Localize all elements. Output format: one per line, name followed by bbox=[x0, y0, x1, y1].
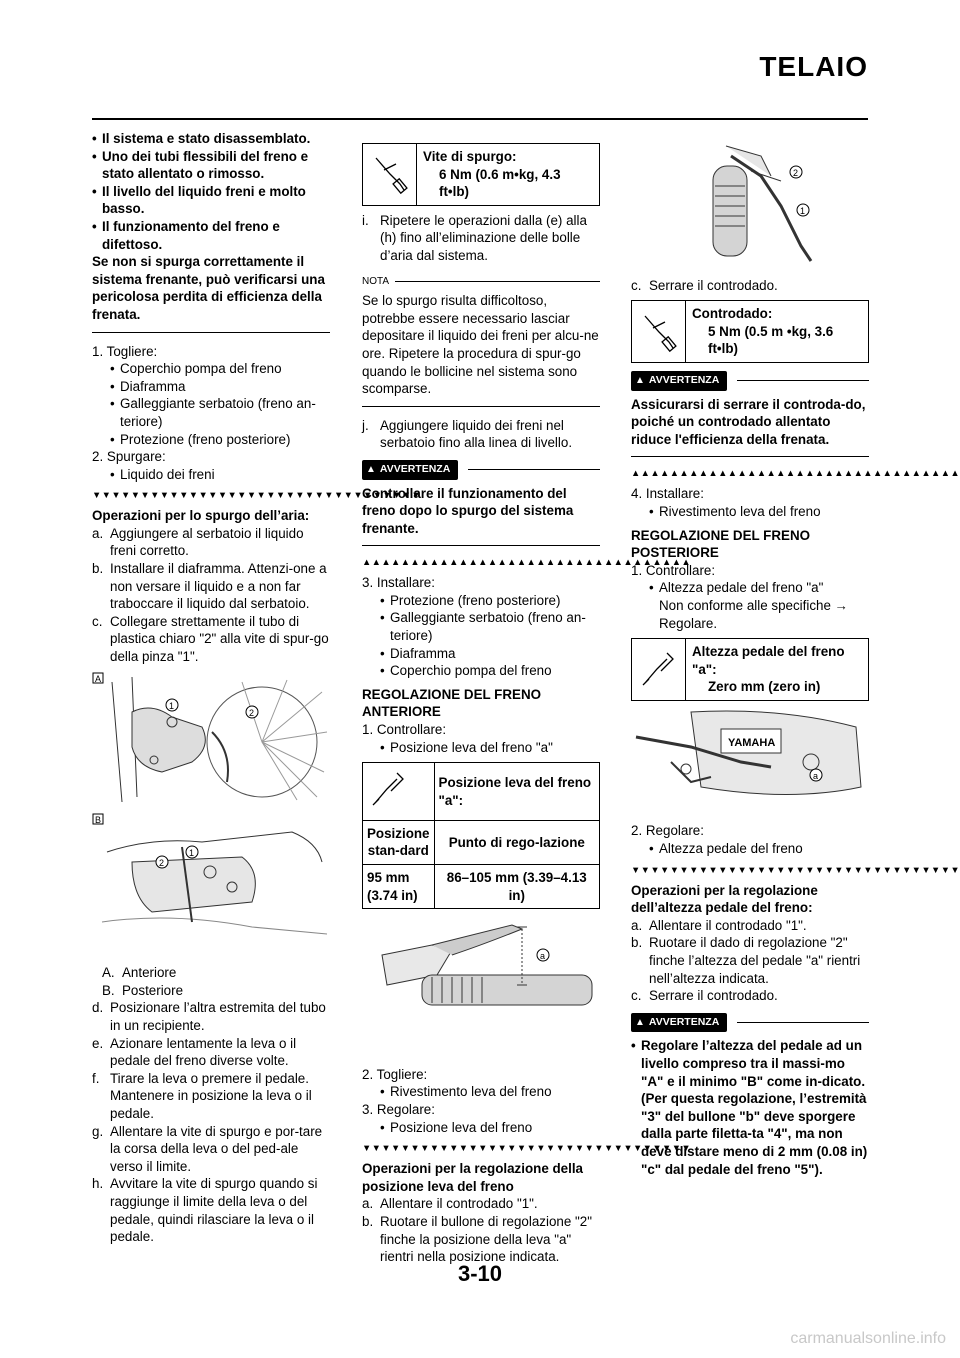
warning-header bbox=[362, 460, 600, 480]
procedure-step bbox=[362, 212, 600, 265]
procedure-step bbox=[362, 1195, 600, 1213]
step-check: 1. Controllare: bbox=[631, 562, 716, 578]
step-bleed: 2. Spurgare: bbox=[92, 449, 166, 465]
step-text: Allentare il controdado "1". bbox=[649, 917, 807, 933]
step-text: Serrare il controdado. bbox=[649, 988, 778, 1004]
step-text: Azionare lentamente la leva o il pedale del freno diverse volte. bbox=[110, 1035, 297, 1069]
step-letter: c. bbox=[631, 988, 642, 1004]
step-letter: f. bbox=[92, 1070, 100, 1086]
figure-label-b: B bbox=[95, 814, 102, 825]
callout-1-rear: 1 bbox=[189, 847, 195, 858]
list-item: • Diaframma bbox=[92, 378, 330, 396]
step-remove: 2. Togliere: bbox=[362, 1066, 428, 1082]
procedure-title: Operazioni per lo spurgo dell’aria: bbox=[92, 508, 310, 524]
step-text: Serrare il controdado. bbox=[649, 277, 778, 293]
spec-label: Altezza pedale del freno "a": bbox=[692, 644, 845, 677]
caption-item bbox=[92, 982, 330, 1000]
step-remove: 1. Togliere: bbox=[92, 343, 158, 359]
callout-a: a bbox=[813, 770, 819, 781]
callout-2-rear: 2 bbox=[159, 857, 165, 868]
list-item: • Rivestimento leva del freno bbox=[631, 503, 869, 521]
triangle-rule-down: ▼▼▼▼▼▼▼▼▼▼▼▼▼▼▼▼▼▼▼▼▼▼▼▼▼▼▼▼▼▼▼▼▼▼ bbox=[631, 863, 960, 875]
caption-letter: A. bbox=[102, 965, 115, 981]
watermark: carmanualsonline.info bbox=[790, 1330, 946, 1348]
caption-text: Anteriore bbox=[122, 965, 177, 981]
triangle-rule-down: ▼▼▼▼▼▼▼▼▼▼▼▼▼▼▼▼▼▼▼▼▼▼▼▼▼▼▼▼▼▼▼▼▼▼ bbox=[362, 1142, 692, 1154]
step-letter: b. bbox=[362, 1213, 374, 1229]
procedure-step bbox=[92, 1175, 330, 1245]
nonconform-action: Regolare. bbox=[659, 615, 718, 631]
callout-2: 2 bbox=[793, 168, 799, 178]
warning-label: AVVERTENZA bbox=[379, 462, 451, 475]
page-title: TELAIO bbox=[759, 51, 868, 82]
list-item: • Galleggiante serbatoio (freno an-teriore) bbox=[362, 609, 600, 644]
procedure-step bbox=[92, 1123, 330, 1176]
lever-position-table bbox=[362, 762, 600, 909]
callout-1: 1 bbox=[800, 206, 806, 216]
header-rule bbox=[92, 118, 868, 120]
note-label: NOTA bbox=[362, 275, 390, 287]
warning-triangle-icon: ▲ bbox=[635, 374, 645, 386]
page-number: 3-10 bbox=[457, 1261, 503, 1286]
warning-header bbox=[631, 1013, 869, 1033]
procedure-step bbox=[631, 934, 869, 987]
list-item: • Liquido dei freni bbox=[92, 466, 330, 484]
note-header bbox=[362, 273, 600, 291]
procedure-step bbox=[362, 1213, 600, 1266]
note-text: Se lo spurgo risulta difficoltoso, potrebbe essere necessario lasciar depositare il liquido dei freni per alcu-ne ore. Ripetere la procedura di spur-go quando le bollicine nel sistema sono scomparse. bbox=[362, 293, 599, 397]
divider bbox=[92, 332, 330, 333]
torque-wrench-icon bbox=[632, 301, 686, 362]
lever-locknut-figure bbox=[631, 136, 869, 271]
step-install: 3. Installare: bbox=[362, 575, 435, 591]
warning-text: Assicurarsi di serrare il controda-do, poiché un controdado allentato riduce l'efficienza della frenata. bbox=[631, 396, 866, 447]
spec-box-locknut bbox=[631, 300, 869, 363]
step-letter: h. bbox=[92, 1176, 104, 1192]
lever-figure bbox=[362, 915, 600, 1060]
list-item: • Altezza pedale del freno "a" bbox=[631, 579, 869, 597]
step-text: Installare il diaframma. Attenzi-one a non versare il liquido e a non far traboccare il liquido dal serbatoio. bbox=[110, 561, 327, 612]
procedure-step bbox=[92, 1035, 330, 1070]
section-heading: REGOLAZIONE DEL FRENO POSTERIORE bbox=[631, 527, 811, 561]
step-letter: b. bbox=[631, 935, 643, 951]
step-letter: c. bbox=[92, 613, 103, 629]
step-install: 4. Installare: bbox=[631, 486, 704, 502]
list-item: • Posizione leva del freno "a" bbox=[362, 739, 600, 757]
nonconform-note: Non conforme alle specifiche → bbox=[659, 597, 849, 613]
spec-value: 5 Nm (0.5 m •kg, 3.6 ft•lb) bbox=[708, 323, 834, 357]
list-item: • Galleggiante serbatoio (freno an-teriore) bbox=[92, 395, 330, 430]
condition-item: • Uno dei tubi flessibili del freno e stato allentato o rimosso. bbox=[92, 148, 330, 183]
table-header-range: Punto di rego-lazione bbox=[434, 820, 599, 864]
ruler-wrench-icon bbox=[632, 639, 686, 700]
warning-label: AVVERTENZA bbox=[648, 373, 720, 386]
step-adjust: 3. Regolare: bbox=[362, 1101, 435, 1117]
procedure-step bbox=[362, 417, 600, 452]
step-letter: a. bbox=[631, 917, 643, 933]
list-item: • Coperchio pompa del freno bbox=[362, 662, 600, 680]
step-text: Posizionare l’altra estremita del tubo in un recipiente. bbox=[110, 1000, 326, 1033]
triangle-rule-down: ▼▼▼▼▼▼▼▼▼▼▼▼▼▼▼▼▼▼▼▼▼▼▼▼▼▼▼▼▼▼▼▼▼▼ bbox=[92, 489, 422, 501]
table-cell-range: 86–105 mm (3.39–4.13 in) bbox=[434, 865, 599, 909]
caliper-figure bbox=[92, 672, 330, 959]
caption-letter: B. bbox=[102, 982, 115, 998]
step-text: Aggiungere liquido dei freni nel serbatoio fino alla linea di livello. bbox=[380, 417, 573, 451]
procedure-step bbox=[92, 560, 330, 613]
procedure-step bbox=[92, 613, 330, 666]
list-item: • Protezione (freno posteriore) bbox=[92, 431, 330, 449]
caption-item bbox=[92, 964, 330, 982]
step-text: Ruotare il dado di regolazione "2" finche l’altezza del pedale "a" rientri nell’altezza indicata. bbox=[649, 935, 861, 986]
warning-triangle-icon: ▲ bbox=[635, 1016, 645, 1028]
callout-2: 2 bbox=[249, 707, 255, 718]
procedure-title: Operazioni per la regolazione della posizione leva del freno bbox=[362, 1161, 584, 1194]
step-text: Collegare strettamente il tubo di plastica chiaro "2" alla vite di spur-go della pinza "1". bbox=[110, 613, 329, 665]
table-title: Posizione leva del freno "a": bbox=[434, 763, 599, 821]
step-letter: b. bbox=[92, 561, 104, 577]
divider bbox=[362, 545, 600, 546]
callout-1: 1 bbox=[169, 700, 175, 711]
step-text: Avvitare la vite di spurgo quando si raggiunge il limite della leva o del pedale, quindi rilasciare la leva o il pedale. bbox=[110, 1176, 318, 1245]
procedure-step bbox=[631, 987, 869, 1005]
procedure-step bbox=[92, 525, 330, 560]
spec-icon-cell bbox=[363, 763, 435, 821]
list-item: • Diaframma bbox=[362, 645, 600, 663]
column-3 bbox=[631, 136, 960, 1178]
list-item: • Coperchio pompa del freno bbox=[92, 360, 330, 378]
condition-item: • Il livello del liquido freni e molto basso. bbox=[92, 183, 330, 218]
callout-a: a bbox=[540, 951, 546, 962]
ruler-wrench-icon bbox=[367, 767, 411, 811]
yamaha-logo: YAMAHA bbox=[728, 736, 776, 749]
warning-header bbox=[631, 371, 869, 391]
warning-text: • Regolare l’altezza del pedale ad un livello compreso tra il massi-mo "A" e il minimo "B" come in-dicato. (Per questa regolazione, l’estremità "3" del bullone "b" deve sporgere dalla parte filetta-ta "4", ma non deve distare meno di 2 mm (0.08 in) "c" dal pedale del freno "5"). bbox=[631, 1037, 869, 1178]
step-text: Tirare la leva o premere il pedale. Mantenere in posizione la leva o il pedale. bbox=[110, 1070, 312, 1121]
step-letter: a. bbox=[92, 525, 104, 541]
list-item: • Altezza pedale del freno bbox=[631, 840, 869, 858]
step-text: Aggiungere al serbatoio il liquido freni corretto. bbox=[110, 525, 304, 559]
warning-label: AVVERTENZA bbox=[648, 1015, 720, 1028]
list-item: • Protezione (freno posteriore) bbox=[362, 592, 600, 610]
triangle-rule-up: ▲▲▲▲▲▲▲▲▲▲▲▲▲▲▲▲▲▲▲▲▲▲▲▲▲▲▲▲▲▲▲▲▲▲ bbox=[362, 556, 692, 568]
procedure-step bbox=[631, 917, 869, 935]
warning-triangle-icon: ▲ bbox=[366, 463, 376, 475]
step-text: Allentare la vite di spurgo e por-tare la corsa della leva o del ped-ale verso il limite. bbox=[110, 1123, 323, 1174]
step-letter: c. bbox=[631, 277, 642, 293]
step-letter: i. bbox=[362, 212, 369, 228]
step-adjust: 2. Regolare: bbox=[631, 823, 704, 839]
spec-label: Controdado: bbox=[692, 306, 773, 322]
table-header-standard: Posizione stan-dard bbox=[363, 820, 435, 864]
step-letter: e. bbox=[92, 1035, 104, 1051]
step-letter: a. bbox=[362, 1196, 374, 1212]
table-cell-standard: 95 mm (3.74 in) bbox=[363, 865, 435, 909]
triangle-rule-up: ▲▲▲▲▲▲▲▲▲▲▲▲▲▲▲▲▲▲▲▲▲▲▲▲▲▲▲▲▲▲▲▲▲▲ bbox=[631, 467, 960, 479]
step-letter: g. bbox=[92, 1123, 104, 1139]
spec-box-bleed-screw bbox=[362, 143, 600, 206]
divider bbox=[362, 406, 600, 407]
step-text: Allentare il controdado "1". bbox=[380, 1196, 538, 1212]
condition-list bbox=[92, 130, 330, 324]
step-check: 1. Controllare: bbox=[362, 722, 447, 738]
procedure-step bbox=[92, 999, 330, 1034]
spec-label: Vite di spurgo: bbox=[423, 149, 517, 164]
warning-text: Controllare il funzionamento del freno dopo lo spurgo del sistema frenante. bbox=[362, 485, 574, 536]
pedal-figure bbox=[631, 707, 869, 817]
torque-wrench-icon bbox=[363, 144, 417, 205]
step-text: Ruotare il bullone di regolazione "2" finche la posizione della leva "a" rientri nella posizione indicata. bbox=[380, 1213, 592, 1265]
section-heading: REGOLAZIONE DEL FRENO ANTERIORE bbox=[362, 686, 542, 720]
procedure-step bbox=[631, 277, 869, 295]
caption-text: Posteriore bbox=[122, 982, 184, 998]
condition-item: • Il sistema e stato disassemblato. bbox=[92, 130, 330, 148]
figure-label-a: A bbox=[95, 673, 102, 684]
spec-value: Zero mm (zero in) bbox=[708, 679, 821, 695]
list-item: • Posizione leva del freno bbox=[362, 1119, 600, 1137]
divider bbox=[631, 456, 869, 457]
step-text: Ripetere le operazioni dalla (e) alla (h) fino all’eliminazione delle bolle d’aria dal sistema. bbox=[380, 212, 587, 263]
spec-value: 6 Nm (0.6 m•kg, 4.3 ft•lb) bbox=[439, 166, 561, 200]
procedure-step bbox=[92, 1070, 330, 1123]
condition-item: • Il funzionamento del freno e difettoso. bbox=[92, 218, 330, 253]
step-letter: j. bbox=[362, 417, 369, 433]
step-letter: d. bbox=[92, 1000, 104, 1016]
spec-box-pedal-height bbox=[631, 638, 869, 701]
list-item: • Rivestimento leva del freno bbox=[362, 1083, 600, 1101]
procedure-title: Operazioni per la regolazione dell’altezza pedale del freno: bbox=[631, 882, 818, 916]
bleed-warning-text: Se non si spurga correttamente il sistema frenante, può verificarsi una pericolosa perdita di efficienza della frenata. bbox=[92, 254, 325, 322]
